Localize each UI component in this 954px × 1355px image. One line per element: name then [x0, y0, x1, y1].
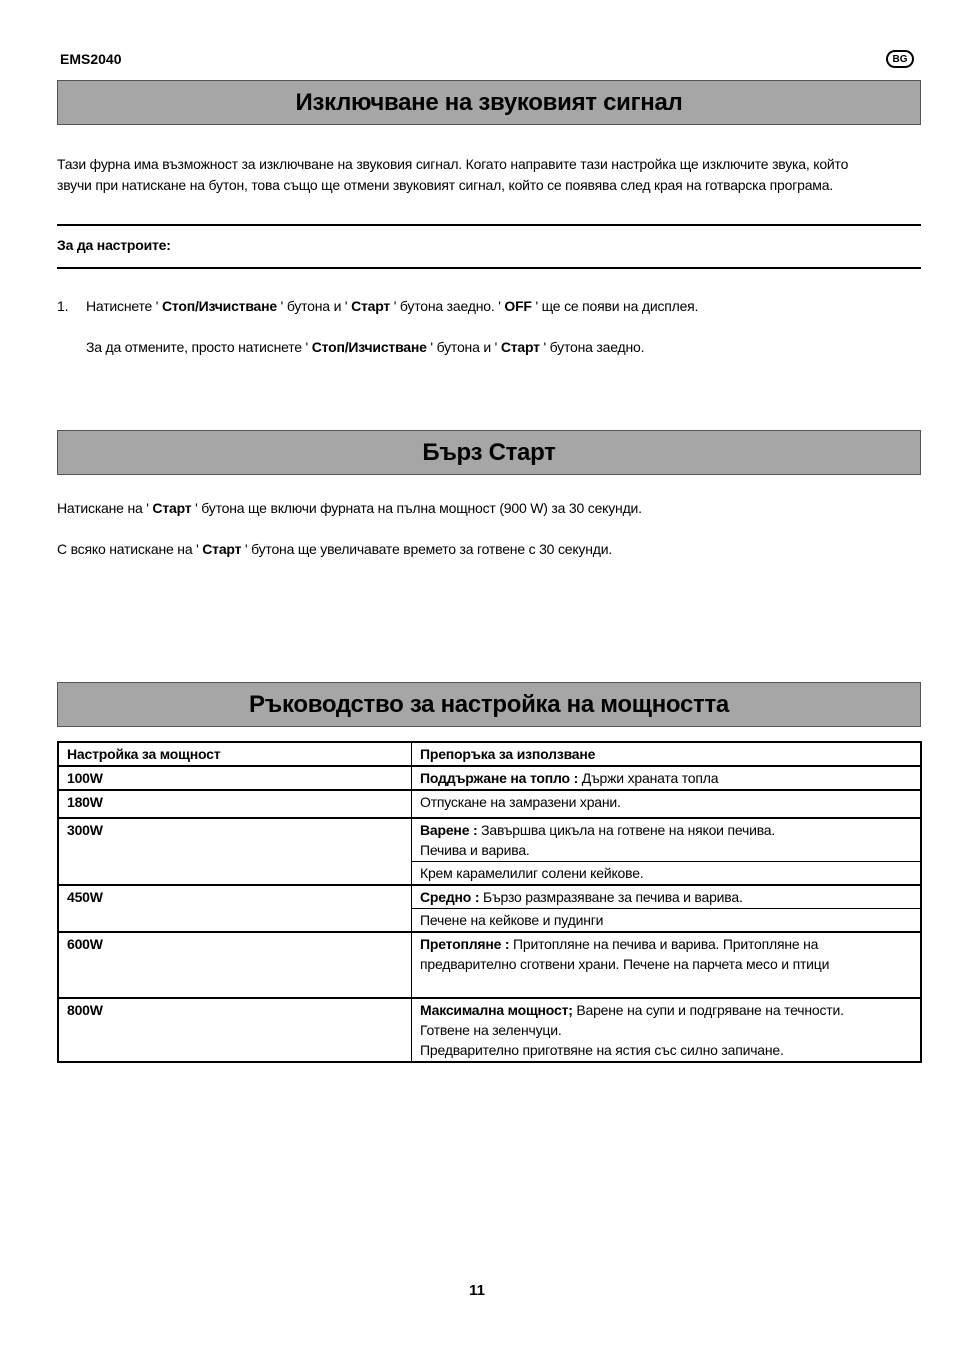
table-row — [58, 932, 921, 998]
power-level-cell: 450W — [58, 885, 412, 932]
power-level-cell: 600W — [58, 932, 412, 998]
power-level-cell: 800W — [58, 998, 412, 1062]
section-title-quick-start: Бърз Старт — [57, 430, 921, 475]
power-level-cell: 300W — [58, 818, 412, 885]
beep-intro-line2: звучи при натискане на бутон, това също ще отмени звуковият сигнал, който се появява след края на готварска програма. — [57, 177, 834, 193]
page-number: 11 — [469, 1282, 485, 1299]
table-row — [58, 885, 921, 909]
section-title-beep: Изключване на звуковият сигнал — [57, 80, 921, 125]
usage-cell: Крем карамелилиг солени кейкове. — [412, 862, 922, 886]
table-row — [58, 818, 921, 862]
section-title-power-guide: Ръководство за настройка на мощността — [57, 682, 921, 727]
table-row — [58, 998, 921, 1062]
step-number: 1. — [57, 298, 69, 314]
model-number: EMS2040 — [60, 51, 122, 67]
divider-top — [57, 224, 921, 226]
usage-cell: Варене : Завършва цикъла на готвене на някои печива. Печива и варива. — [412, 818, 922, 862]
beep-intro-line1: Тази фурна има възможност за изключване на звуковия сигнал. Когато направите тази настройка ще изключите звука, който — [57, 156, 849, 172]
power-guide-table — [57, 741, 922, 1063]
step-1-text: Натиснете ' Стоп/Изчистване ' бутона и ' Старт ' бутона заедно. ' OFF ' ще се появи на дисплея. — [86, 298, 699, 314]
setup-heading: За да настроите: — [57, 237, 171, 253]
usage-cell: Претопляне : Притопляне на печива и варива. Притопляне на предварително сготвени храни. Печене на парчета месо и птици — [412, 932, 922, 998]
power-level-cell: 180W — [58, 790, 412, 818]
usage-cell: Максимална мощност; Варене на супи и подгряване на течности. Готвене на зеленчуци. Предварително приготвяне на ястия със силно запичане. — [412, 998, 922, 1062]
table-row — [58, 766, 921, 790]
power-level-cell: 100W — [58, 766, 412, 790]
column-header-use: Препоръка за използване — [412, 742, 922, 766]
usage-cell: Поддържане на топло : Държи храната топла — [412, 766, 922, 790]
table-row — [58, 790, 921, 818]
column-header-level: Настройка за мощност — [58, 742, 412, 766]
cancel-text: За да отмените, просто натиснете ' Стоп/Изчистване ' бутона и ' Старт ' бутона заедно. — [86, 339, 645, 355]
table-header-row — [58, 742, 921, 766]
usage-cell: Печене на кейкове и пудинги — [412, 909, 922, 933]
quick-start-line2: С всяко натискане на ' Старт ' бутона ще увеличавате времето за готвене с 30 секунди. — [57, 541, 613, 557]
divider-bottom — [57, 267, 921, 269]
usage-cell: Средно : Бързо размразяване за печива и варива. — [412, 885, 922, 909]
usage-cell: Отпускане на замразени храни. — [412, 790, 922, 818]
quick-start-line1: Натискане на ' Старт ' бутона ще включи фурната на пълна мощност (900 W) за 30 секунди. — [57, 500, 642, 516]
language-badge: BG — [886, 50, 914, 68]
